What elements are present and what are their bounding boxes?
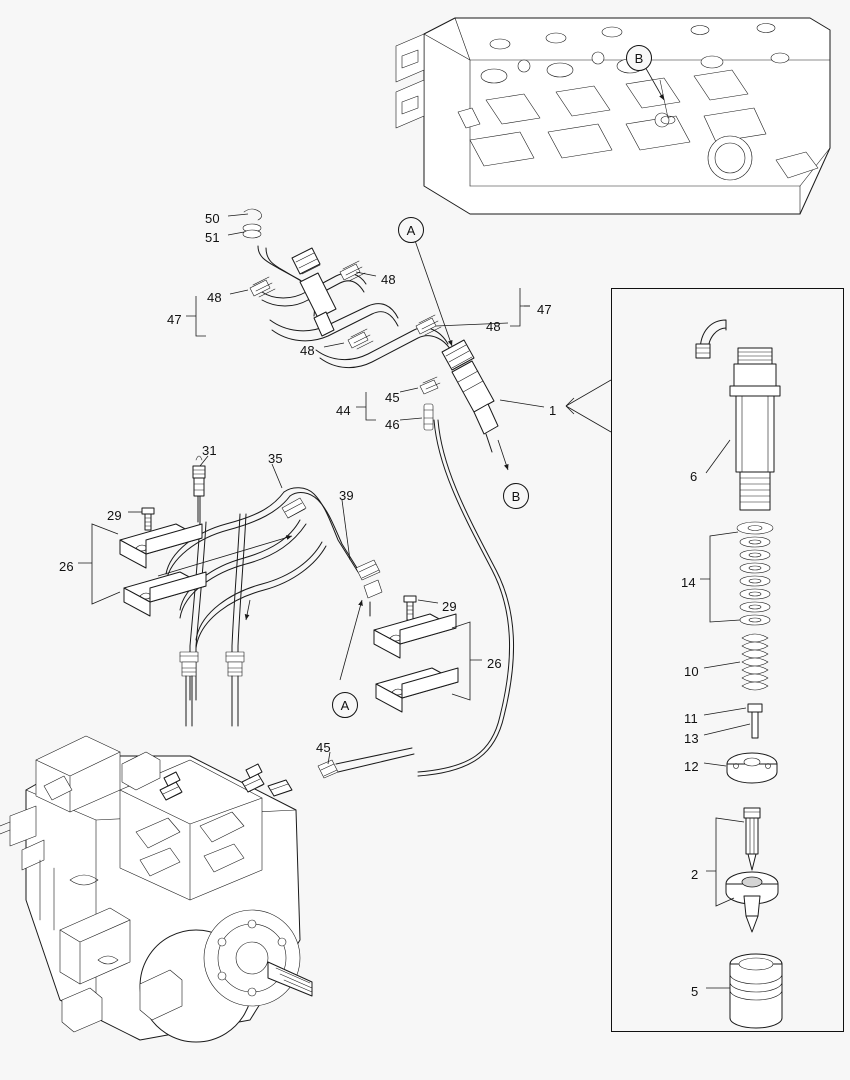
injector-detail-panel (611, 288, 844, 1032)
reference-circle-a-mid: A (332, 692, 358, 718)
reference-circle-a-top: A (398, 217, 424, 243)
callout-44: 44 (336, 403, 351, 418)
callout-2: 2 (691, 867, 699, 882)
callout-47-a: 47 (537, 302, 552, 317)
callout-14: 14 (681, 575, 696, 590)
callout-31: 31 (202, 443, 217, 458)
callout-26-a: 26 (59, 559, 74, 574)
callout-46: 46 (385, 417, 400, 432)
callout-47-b: 47 (167, 312, 182, 327)
callout-39: 39 (339, 488, 354, 503)
callout-48-b: 48 (207, 290, 222, 305)
injection-pump-assembly (0, 736, 312, 1042)
callout-6: 6 (690, 469, 698, 484)
reference-circle-b-bottom: B (503, 483, 529, 509)
callout-13: 13 (684, 731, 699, 746)
clamp-left (120, 508, 206, 616)
callout-26-b: 26 (487, 656, 502, 671)
callout-45-a: 45 (385, 390, 400, 405)
callout-11: 11 (684, 711, 698, 726)
injection-pipes-group (120, 456, 458, 778)
callout-48-a: 48 (381, 272, 396, 287)
callout-1: 1 (549, 403, 557, 418)
callout-29-b: 29 (442, 599, 457, 614)
callout-35: 35 (268, 451, 283, 466)
callout-50: 50 (205, 211, 220, 226)
callout-29-a: 29 (107, 508, 122, 523)
callout-51: 51 (205, 230, 220, 245)
cylinder-head-assembly (396, 18, 830, 214)
reference-circle-b-head: B (626, 45, 652, 71)
callout-45-b: 45 (316, 740, 331, 755)
callout-10: 10 (684, 664, 699, 679)
callout-5: 5 (691, 984, 699, 999)
callout-12: 12 (684, 759, 699, 774)
callout-48-d: 48 (300, 343, 315, 358)
callout-48-c: 48 (486, 319, 501, 334)
